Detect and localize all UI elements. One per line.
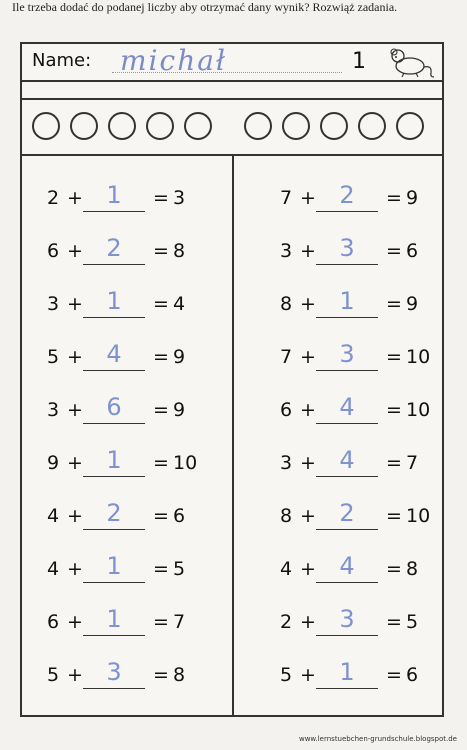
addend: 3 (47, 293, 60, 315)
handwritten-answer: 4 (106, 340, 122, 368)
plus-sign: + (300, 346, 316, 368)
equals-sign: = (386, 452, 402, 474)
result: 6 (406, 664, 419, 686)
plus-sign: + (67, 240, 83, 262)
equals-sign: = (386, 558, 402, 580)
mouse-icon (384, 47, 436, 79)
equals-sign: = (153, 240, 169, 262)
result: 6 (406, 240, 419, 262)
handwritten-answer: 1 (106, 446, 122, 474)
plus-sign: + (300, 611, 316, 633)
counting-circle (184, 112, 212, 140)
handwritten-answer: 4 (339, 393, 355, 421)
instruction-text: Ile trzeba dodać do podanej liczby aby otrzymać dany wynik? Rozwiąż zadania. (12, 0, 398, 14)
addend: 5 (280, 664, 293, 686)
plus-sign: + (300, 240, 316, 262)
addend: 4 (47, 558, 60, 580)
plus-sign: + (67, 293, 83, 315)
result: 8 (173, 240, 186, 262)
result: 7 (173, 611, 186, 633)
equals-sign: = (386, 664, 402, 686)
plus-sign: + (67, 187, 83, 209)
plus-sign: + (300, 187, 316, 209)
handwritten-answer: 3 (339, 234, 355, 262)
counting-circle (70, 112, 98, 140)
counting-circle (108, 112, 136, 140)
result: 10 (173, 452, 198, 474)
answer-blank[interactable] (83, 635, 145, 636)
equals-sign: = (386, 346, 402, 368)
equals-sign: = (153, 505, 169, 527)
result: 10 (406, 505, 431, 527)
plus-sign: + (300, 558, 316, 580)
result: 10 (406, 346, 431, 368)
addend: 7 (280, 187, 293, 209)
plus-sign: + (67, 346, 83, 368)
addend: 3 (280, 240, 293, 262)
result: 5 (173, 558, 186, 580)
answer-blank[interactable] (316, 211, 378, 212)
answer-blank[interactable] (83, 423, 145, 424)
handwritten-answer: 2 (339, 499, 355, 527)
answer-blank[interactable] (316, 423, 378, 424)
addend: 6 (280, 399, 293, 421)
result: 3 (173, 187, 186, 209)
answer-blank[interactable] (83, 688, 145, 689)
handwritten-answer: 2 (106, 499, 122, 527)
answer-blank[interactable] (316, 476, 378, 477)
handwritten-answer: 1 (339, 287, 355, 315)
addend: 2 (280, 611, 293, 633)
worksheet (20, 42, 444, 717)
answer-blank[interactable] (316, 317, 378, 318)
circles-row (22, 98, 442, 156)
result: 9 (173, 399, 186, 421)
handwritten-answer: 1 (339, 658, 355, 686)
equals-sign: = (386, 505, 402, 527)
answer-blank[interactable] (316, 688, 378, 689)
answer-blank[interactable] (83, 264, 145, 265)
equals-sign: = (386, 611, 402, 633)
plus-sign: + (300, 505, 316, 527)
addend: 5 (47, 664, 60, 686)
name-row (22, 44, 442, 82)
equals-sign: = (153, 664, 169, 686)
result: 8 (406, 558, 419, 580)
equals-sign: = (386, 187, 402, 209)
equals-sign: = (386, 399, 402, 421)
addend: 8 (280, 505, 293, 527)
handwritten-answer: 1 (106, 552, 122, 580)
counting-circle (282, 112, 310, 140)
plus-sign: + (67, 558, 83, 580)
counting-circle (146, 112, 174, 140)
plus-sign: + (300, 293, 316, 315)
plus-sign: + (300, 664, 316, 686)
addend: 4 (47, 505, 60, 527)
equals-sign: = (153, 558, 169, 580)
addend: 7 (280, 346, 293, 368)
result: 5 (406, 611, 419, 633)
equals-sign: = (153, 611, 169, 633)
column-divider (232, 156, 234, 717)
result: 9 (406, 293, 419, 315)
equals-sign: = (153, 187, 169, 209)
result: 9 (173, 346, 186, 368)
handwritten-answer: 6 (106, 393, 122, 421)
answer-blank[interactable] (83, 370, 145, 371)
addend: 3 (47, 399, 60, 421)
addend: 6 (47, 611, 60, 633)
answer-blank[interactable] (83, 582, 145, 583)
plus-sign: + (67, 505, 83, 527)
handwritten-answer: 1 (106, 287, 122, 315)
counting-circle (32, 112, 60, 140)
addend: 5 (47, 346, 60, 368)
answer-blank[interactable] (316, 370, 378, 371)
counting-circle (358, 112, 386, 140)
equals-sign: = (153, 452, 169, 474)
result: 4 (173, 293, 186, 315)
plus-sign: + (67, 664, 83, 686)
footer-url: www.lernstuebchen-grundschule.blogspot.de (298, 735, 457, 743)
counting-circle (244, 112, 272, 140)
answer-blank[interactable] (316, 635, 378, 636)
name-label: Name: (32, 50, 92, 71)
student-name: michał (120, 44, 227, 77)
addend: 4 (280, 558, 293, 580)
plus-sign: + (67, 452, 83, 474)
handwritten-answer: 4 (339, 446, 355, 474)
result: 6 (173, 505, 186, 527)
handwritten-answer: 3 (339, 605, 355, 633)
result: 8 (173, 664, 186, 686)
answer-blank[interactable] (83, 211, 145, 212)
handwritten-answer: 4 (339, 552, 355, 580)
addend: 3 (280, 452, 293, 474)
handwritten-answer: 2 (339, 181, 355, 209)
answer-blank[interactable] (83, 529, 145, 530)
addend: 6 (47, 240, 60, 262)
handwritten-answer: 2 (106, 234, 122, 262)
equals-sign: = (386, 240, 402, 262)
equals-sign: = (153, 293, 169, 315)
answer-blank[interactable] (316, 529, 378, 530)
handwritten-answer: 1 (106, 605, 122, 633)
handwritten-answer: 1 (106, 181, 122, 209)
answer-blank[interactable] (316, 264, 378, 265)
plus-sign: + (300, 399, 316, 421)
equals-sign: = (153, 346, 169, 368)
equals-sign: = (153, 399, 169, 421)
answer-blank[interactable] (83, 317, 145, 318)
result: 9 (406, 187, 419, 209)
addend: 9 (47, 452, 60, 474)
result: 7 (406, 452, 419, 474)
page-number: 1 (352, 49, 366, 74)
counting-circle (396, 112, 424, 140)
handwritten-answer: 3 (106, 658, 122, 686)
plus-sign: + (300, 452, 316, 474)
handwritten-answer: 3 (339, 340, 355, 368)
answer-blank[interactable] (316, 582, 378, 583)
equals-sign: = (386, 293, 402, 315)
plus-sign: + (67, 399, 83, 421)
counting-circle (320, 112, 348, 140)
addend: 2 (47, 187, 60, 209)
plus-sign: + (67, 611, 83, 633)
addend: 8 (280, 293, 293, 315)
answer-blank[interactable] (83, 476, 145, 477)
result: 10 (406, 399, 431, 421)
